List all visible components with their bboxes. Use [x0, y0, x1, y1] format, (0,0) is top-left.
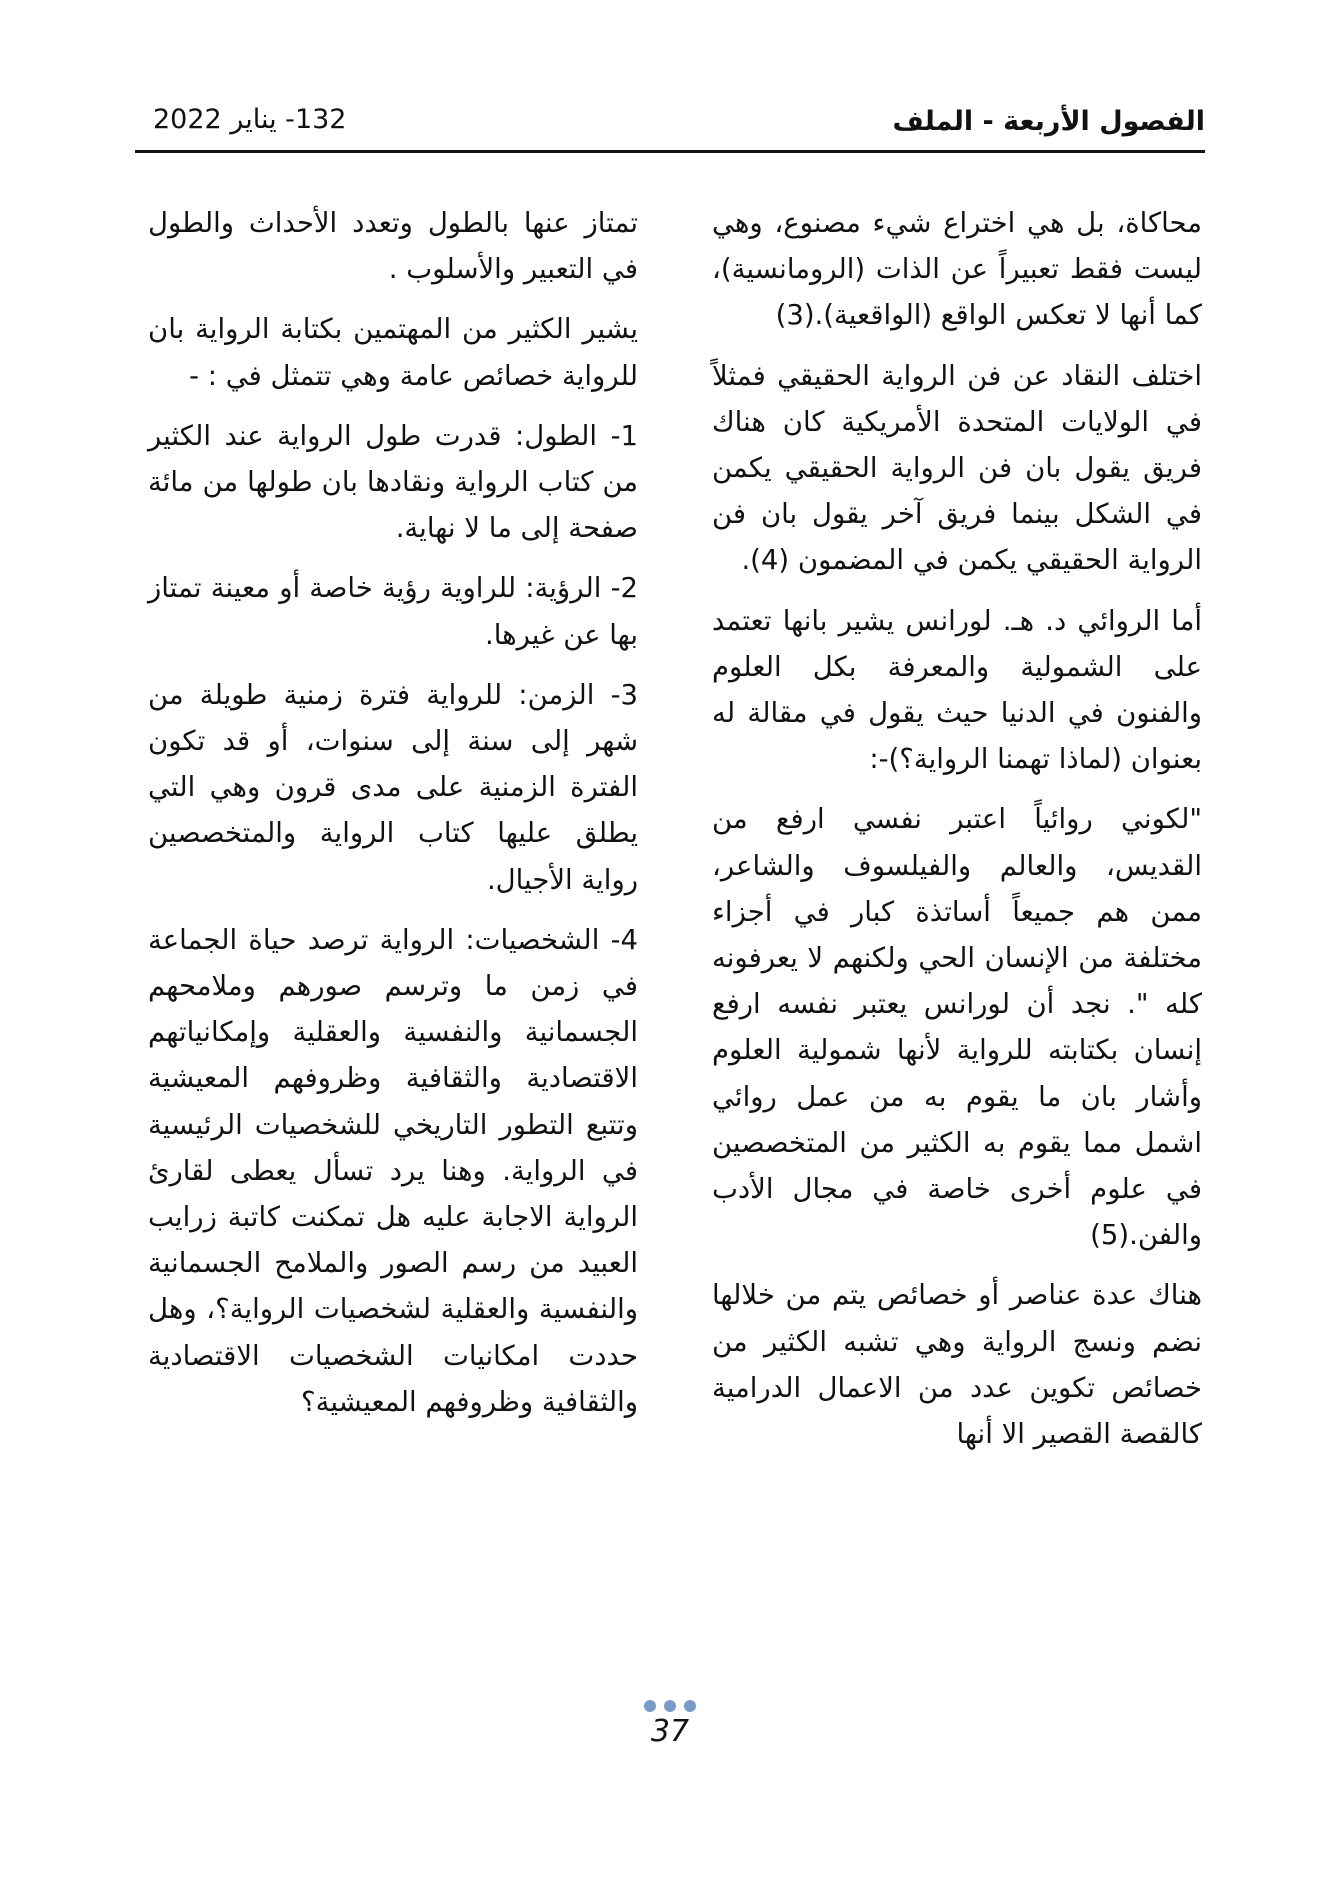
ornament-dots-icon [600, 1700, 740, 1712]
paragraph: "لكوني روائياً اعتبر نفسي ارفع من القديس، والعالم والفيلسوف والشاعر، ممن هم جميعاً أساتذة كبار في أجزاء مختلفة من الإنسان الحي ولكنهم لا يعرفونه كله ". نجد أن لورانس يعتبر نفسه ارفع إنسان بكتابته للرواية لأنها شمولية العلوم وأشار بان ما يقوم به من عمل روائي اشمل مما يقوم به الكثير من المتخصصين في علوم أخرى خاصة في مجال الأدب والفن.(5) [712, 803, 1202, 1252]
paragraph: اختلف النقاد عن فن الرواية الحقيقي فمثلاً في الولايات المتحدة الأمريكية كان هناك فريق يقول بان فن الرواية الحقيقي يكمن في الشكل بينما فريق آخر يقول بان فن الرواية الحقيقي يكمن في المضمون (4). [712, 359, 1202, 577]
list-item: 3- الزمن: للرواية فترة زمنية طويلة من شهر إلى سنة إلى سنوات، أو قد تكون الفترة الزمنية على مدى قرون وهي التي يطلق عليها كتاب الرواية والمتخصصين رواية الأجيال. [148, 678, 638, 896]
list-item: 1- الطول: قدرت طول الرواية عند الكثير من كتاب الرواية ونقادها بان طولها من مائة صفحة إلى ما لا نهاية. [148, 419, 638, 545]
left-column [148, 200, 638, 1439]
paragraph: يشير الكثير من المهتمين بكتابة الرواية بان للرواية خصائص عامة وهي تتمثل في : - [148, 313, 638, 392]
journal-title: الفصول الأربعة - الملف [892, 106, 1205, 137]
dot-icon [684, 1700, 696, 1712]
right-column [712, 200, 1202, 1471]
page-header [135, 100, 1205, 153]
dot-icon [644, 1700, 656, 1712]
paragraph: تمتاز عنها بالطول وتعدد الأحداث والطول في التعبير والأسلوب . [148, 207, 638, 286]
paragraph: محاكاة، بل هي اختراع شيء مصنوع، وهي ليست فقط تعبيراً عن الذات (الرومانسية)، كما أنها لا تعكس الواقع (الواقعية).(3) [712, 207, 1202, 332]
paragraph: أما الروائي د. هـ. لورانس يشير بانها تعتمد على الشمولية والمعرفة بكل العلوم والفنون في الدنيا حيث يقول في مقالة له بعنوان (لماذا تهمنا الرواية؟)-: [712, 604, 1202, 776]
page-number: 37 [650, 1714, 690, 1749]
paragraph: هناك عدة عناصر أو خصائص يتم من خلالها نضم ونسج الرواية وهي تشبه الكثير من خصائص تكوين عدد من الاعمال الدرامية كالقصة القصير الا أنها [712, 1279, 1202, 1451]
dot-icon [664, 1700, 676, 1712]
list-item: 2- الرؤية: للراوية رؤية خاصة أو معينة تمتاز بها عن غيرها. [148, 572, 638, 651]
list-item: 4- الشخصيات: الرواية ترصد حياة الجماعة في زمن ما وترسم صورهم وملامحهم الجسمانية والنفسية والعقلية وإمكانياتهم الاقتصادية والثقافية وظروفهم المعيشية وتتبع التطور التاريخي للشخصيات الرئيسية في الرواية. وهنا يرد تسأل يعطى لقارئ الرواية الاجابة عليه هل تمكنت كاتبة زرايب العبيد من رسم الصور والملامح الجسمانية والنفسية والعقلية لشخصيات الرواية؟، وهل حددت امكانيات الشخصيات الاقتصادية والثقافية وظروفهم المعيشية؟ [148, 923, 638, 1418]
issue-label: 132- يناير 2022 [153, 104, 347, 135]
page-footer [600, 1700, 740, 1750]
